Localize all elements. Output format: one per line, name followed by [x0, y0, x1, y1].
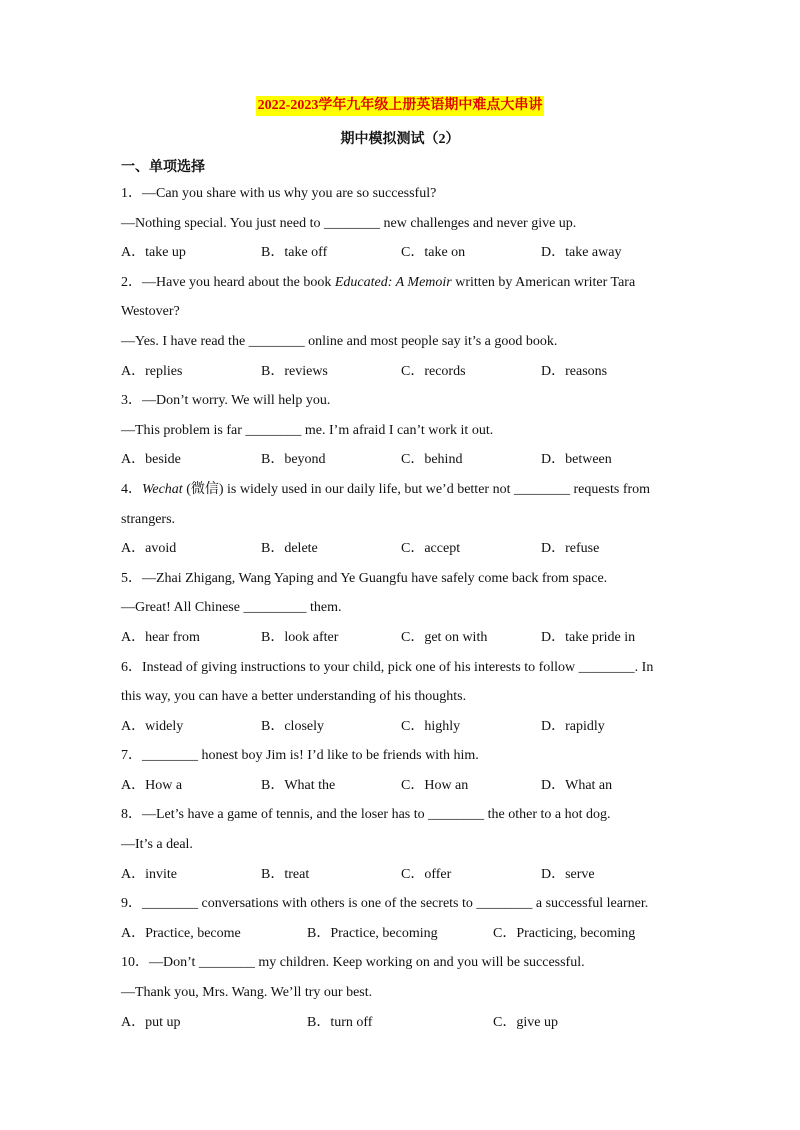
question-line	[121, 268, 681, 298]
options-row	[121, 919, 681, 949]
book-title: Educated: A Memoir	[334, 274, 452, 290]
question-7	[121, 741, 681, 800]
question-line: this way, you can have a better understanding of his thoughts.	[121, 689, 467, 705]
option-c: C．get on with	[401, 629, 488, 645]
question-text: 2．—Have you heard about the book	[121, 274, 335, 290]
option-a: A．Practice, become	[121, 925, 241, 941]
option-c: C．How an	[401, 777, 469, 793]
option-a: A．avoid	[121, 541, 177, 557]
option-d: D．serve	[541, 866, 595, 882]
question-2	[121, 268, 681, 386]
option-c: C．highly	[401, 718, 461, 734]
options-row	[121, 534, 681, 564]
option-c: C．accept	[401, 541, 461, 557]
question-6	[121, 653, 681, 742]
option-d: D．take away	[541, 245, 622, 261]
option-b: B．beyond	[261, 452, 326, 468]
question-10	[121, 948, 681, 1037]
options-row	[121, 712, 681, 742]
option-d: D．What an	[541, 777, 613, 793]
option-b: B．reviews	[261, 363, 328, 379]
app-name: Wechat	[142, 481, 183, 497]
question-line: 3．—Don’t worry. We will help you.	[121, 393, 331, 409]
question-line: strangers.	[121, 511, 176, 527]
option-c: C．offer	[401, 866, 452, 882]
options-row	[121, 771, 681, 801]
document-title: 2022-2023学年九年级上册英语期中难点大串讲	[256, 96, 545, 116]
question-8	[121, 800, 681, 889]
question-9	[121, 889, 681, 948]
options-row	[121, 445, 681, 475]
question-line: 7．________ honest boy Jim is! I’d like to be friends with him.	[121, 748, 479, 764]
document-subtitle: 期中模拟测试（2）	[340, 132, 460, 147]
option-d: D．take pride in	[541, 629, 636, 645]
question-line: —Nothing special. You just need to ________ new challenges and never give up.	[121, 215, 577, 231]
options-row	[121, 238, 681, 268]
exam-content	[121, 157, 681, 1037]
option-b: B．treat	[261, 866, 310, 882]
option-a: A．put up	[121, 1014, 181, 1030]
question-line: 5．—Zhai Zhigang, Wang Yaping and Ye Guangfu have safely come back from space.	[121, 570, 608, 586]
question-line: —Thank you, Mrs. Wang. We’ll try our best.	[121, 985, 373, 1001]
option-c: C．take on	[401, 245, 466, 261]
question-text: 4．	[121, 481, 142, 497]
option-b: B．look after	[261, 629, 339, 645]
question-line: 9．________ conversations with others is one of the secrets to ________ a successful learner.	[121, 896, 649, 912]
question-line: —Great! All Chinese _________ them.	[121, 600, 342, 616]
option-b: B．Practice, becoming	[307, 925, 438, 941]
question-line: 10．—Don’t ________ my children. Keep working on and you will be successful.	[121, 955, 585, 971]
question-line: 1．—Can you share with us why you are so successful?	[121, 186, 437, 201]
question-4	[121, 475, 681, 564]
option-c: C．behind	[401, 452, 463, 468]
option-b: B．What the	[261, 777, 336, 793]
question-line: Westover?	[121, 304, 180, 320]
question-line: —It’s a deal.	[121, 837, 193, 853]
option-a: A．take up	[121, 245, 186, 261]
question-line: 8．—Let’s have a game of tennis, and the loser has to ________ the other to a hot dog.	[121, 807, 611, 823]
option-d: D．rapidly	[541, 718, 605, 734]
option-b: B．closely	[261, 718, 324, 734]
option-d: D．between	[541, 452, 612, 468]
question-5	[121, 564, 681, 653]
question-text: written by American writer Tara	[451, 274, 636, 290]
title-wrapper	[0, 96, 800, 116]
section-heading: 一、单项选择	[121, 160, 205, 175]
options-row	[121, 1008, 681, 1038]
option-a: A．invite	[121, 866, 177, 882]
question-1	[121, 179, 681, 268]
option-a: A．How a	[121, 777, 183, 793]
option-a: A．hear from	[121, 629, 200, 645]
question-line: 6．Instead of giving instructions to your child, pick one of his interests to follow ________. In	[121, 659, 654, 675]
options-row	[121, 623, 681, 653]
option-a: A．widely	[121, 718, 184, 734]
option-b: B．take off	[261, 245, 328, 261]
question-3	[121, 386, 681, 475]
option-b: B．turn off	[307, 1014, 373, 1030]
option-b: B．delete	[261, 541, 318, 557]
options-row	[121, 860, 681, 890]
question-line: —Yes. I have read the ________ online and most people say it’s a good book.	[121, 333, 558, 349]
option-c: C．records	[401, 363, 466, 379]
option-d: D．refuse	[541, 541, 600, 557]
option-a: A．replies	[121, 363, 183, 379]
option-c: C．give up	[493, 1014, 558, 1030]
option-d: D．reasons	[541, 363, 608, 379]
question-line	[121, 475, 681, 505]
option-a: A．beside	[121, 452, 181, 468]
question-text: (微信) is widely used in our daily life, but we’d better not ________ requests from	[182, 481, 651, 497]
option-c: C．Practicing, becoming	[493, 925, 636, 941]
options-row	[121, 357, 681, 387]
question-line: —This problem is far ________ me. I’m afraid I can’t work it out.	[121, 422, 494, 438]
